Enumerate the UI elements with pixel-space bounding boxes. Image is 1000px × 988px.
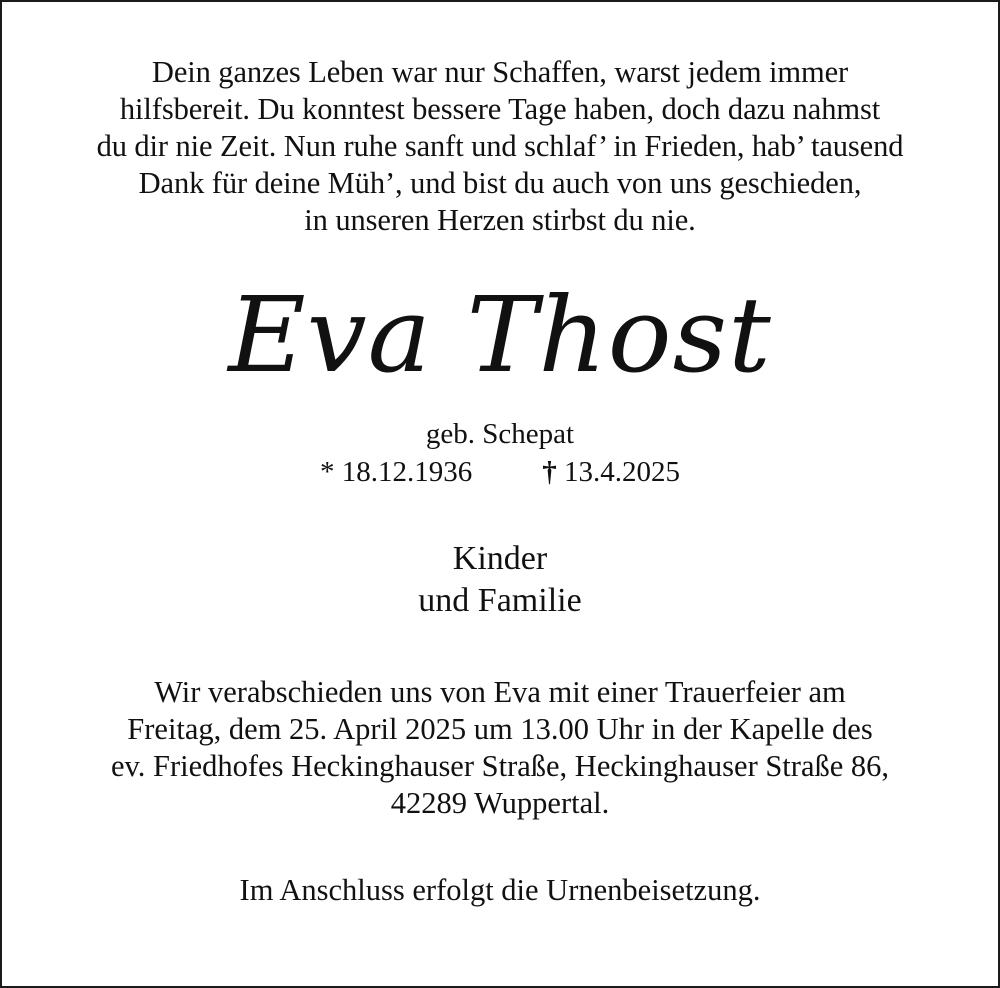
closing-note: Im Anschluss erfolgt die Urnenbeisetzung. [239, 873, 761, 907]
memorial-poem [2, 54, 998, 239]
deceased-name: Eva Thost [228, 274, 772, 396]
birth-date-group [320, 454, 472, 490]
birth-symbol: * [320, 456, 335, 488]
ceremony-info [2, 674, 998, 822]
poem-line: hilfsbereit. Du konntest bessere Tage haben, doch dazu nahmst [119, 92, 881, 126]
death-date-group [542, 454, 680, 490]
birth-date: 18.12.1936 [341, 456, 473, 488]
life-dates [2, 454, 998, 490]
ceremony-line: Freitag, dem 25. April 2025 um 13.00 Uhr in der Kapelle des [127, 712, 873, 746]
death-date: 13.4.2025 [564, 456, 680, 488]
cross-icon: † [542, 456, 557, 488]
mourner-line: Kinder [452, 540, 548, 577]
ceremony-line: Wir verabschieden uns von Eva mit einer Trauerfeier am [154, 675, 846, 709]
poem-line: in unseren Herzen stirbst du nie. [304, 203, 696, 237]
mourner-line: und Familie [418, 582, 582, 619]
poem-line: Dank für deine Müh’, und bist du auch von uns geschieden, [138, 166, 862, 200]
maiden-name: geb. Schepat [425, 418, 575, 450]
poem-line: Dein ganzes Leben war nur Schaffen, warst jedem immer [151, 55, 849, 89]
ceremony-line: 42289 Wuppertal. [390, 786, 610, 820]
ceremony-line: ev. Friedhofes Heckinghauser Straße, Heckinghauser Straße 86, [110, 749, 890, 783]
poem-line: du dir nie Zeit. Nun ruhe sanft und schlaf’ in Frieden, hab’ tausend [96, 129, 904, 163]
mourners [2, 538, 998, 622]
